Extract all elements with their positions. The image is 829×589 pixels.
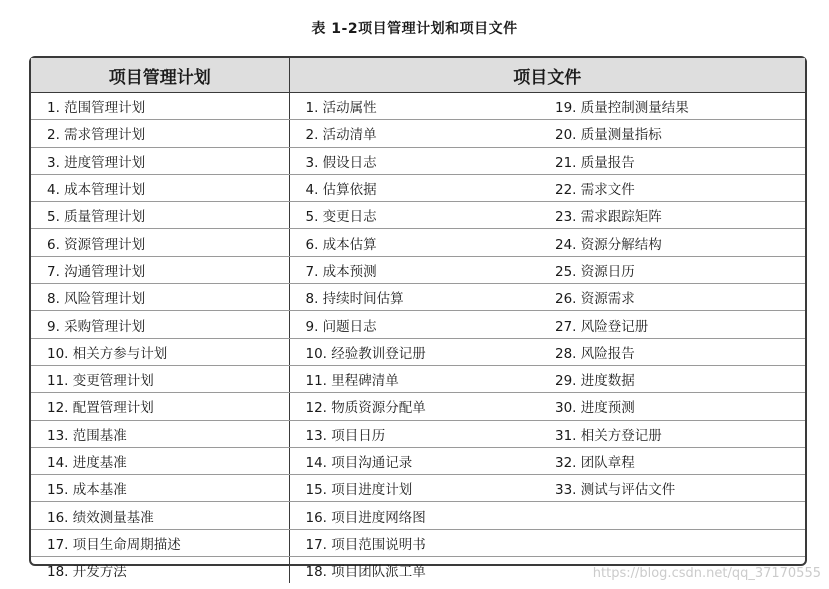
table-row (31, 284, 805, 311)
document-item: 4. 估算依据 (289, 174, 547, 201)
document-item: 8. 持续时间估算 (289, 284, 547, 311)
document-item: 13. 项目日历 (289, 420, 547, 447)
document-item: 5. 变更日志 (289, 202, 547, 229)
document-item: 19. 质量控制测量结果 (547, 93, 805, 120)
plan-item: 14. 进度基准 (31, 447, 289, 474)
plan-item: 6. 资源管理计划 (31, 229, 289, 256)
plan-item: 7. 沟通管理计划 (31, 256, 289, 283)
document-item: 6. 成本估算 (289, 229, 547, 256)
plan-item: 9. 采购管理计划 (31, 311, 289, 338)
plan-item: 15. 成本基准 (31, 475, 289, 502)
document-item: 16. 项目进度网络图 (289, 502, 547, 529)
document-item: 17. 项目范围说明书 (289, 529, 547, 556)
document-item (547, 529, 805, 556)
document-item: 30. 进度预测 (547, 393, 805, 420)
table-row (31, 229, 805, 256)
plan-item: 16. 绩效测量基准 (31, 502, 289, 529)
header-project-management-plan: 项目管理计划 (31, 58, 289, 93)
document-item: 31. 相关方登记册 (547, 420, 805, 447)
document-item: 33. 测试与评估文件 (547, 475, 805, 502)
table-row (31, 420, 805, 447)
table-row (31, 311, 805, 338)
header-project-documents: 项目文件 (289, 58, 805, 93)
plan-item: 11. 变更管理计划 (31, 365, 289, 392)
document-item: 29. 进度数据 (547, 365, 805, 392)
table-row (31, 365, 805, 392)
document-item: 2. 活动清单 (289, 120, 547, 147)
watermark: https://blog.csdn.net/qq_37170555 (592, 566, 821, 581)
document-item: 21. 质量报告 (547, 147, 805, 174)
document-item: 9. 问题日志 (289, 311, 547, 338)
plan-item: 13. 范围基准 (31, 420, 289, 447)
plan-item: 10. 相关方参与计划 (31, 338, 289, 365)
table-row (31, 174, 805, 201)
document-item: 12. 物质资源分配单 (289, 393, 547, 420)
document-item: 1. 活动属性 (289, 93, 547, 120)
table-row (31, 338, 805, 365)
document-item: 22. 需求文件 (547, 174, 805, 201)
table-row (31, 93, 805, 120)
document-item: 7. 成本预测 (289, 256, 547, 283)
plan-item: 12. 配置管理计划 (31, 393, 289, 420)
plan-item: 8. 风险管理计划 (31, 284, 289, 311)
document-item: 20. 质量测量指标 (547, 120, 805, 147)
table-row (31, 120, 805, 147)
document-item: 27. 风险登记册 (547, 311, 805, 338)
table-row (31, 502, 805, 529)
document-item: 24. 资源分解结构 (547, 229, 805, 256)
document-item: 32. 团队章程 (547, 447, 805, 474)
document-item: 3. 假设日志 (289, 147, 547, 174)
plan-item: 4. 成本管理计划 (31, 174, 289, 201)
plan-item: 2. 需求管理计划 (31, 120, 289, 147)
table-row (31, 529, 805, 556)
table-row (31, 147, 805, 174)
document-item: 15. 项目进度计划 (289, 475, 547, 502)
document-item: 25. 资源日历 (547, 256, 805, 283)
document-item: 11. 里程碑清单 (289, 365, 547, 392)
document-item: 18. 项目团队派工单 (305, 564, 426, 581)
plan-item: 1. 范围管理计划 (31, 93, 289, 120)
plan-item: 3. 进度管理计划 (31, 147, 289, 174)
table-row (31, 393, 805, 420)
table-body (31, 93, 805, 584)
plan-item: 18. 开发方法 (31, 557, 289, 584)
document-item: 10. 经验教训登记册 (289, 338, 547, 365)
document-item: 28. 风险报告 (547, 338, 805, 365)
table-row (31, 202, 805, 229)
table-row (31, 475, 805, 502)
plan-item: 17. 项目生命周期描述 (31, 529, 289, 556)
table-header-row (31, 58, 805, 93)
document-item: 23. 需求跟踪矩阵 (547, 202, 805, 229)
table-caption: 表 1-2项目管理计划和项目文件 (311, 21, 518, 37)
plan-item: 5. 质量管理计划 (31, 202, 289, 229)
document-item (547, 502, 805, 529)
document-item: 14. 项目沟通记录 (289, 447, 547, 474)
document-item: 26. 资源需求 (547, 284, 805, 311)
table-row (31, 256, 805, 283)
table-row (31, 447, 805, 474)
